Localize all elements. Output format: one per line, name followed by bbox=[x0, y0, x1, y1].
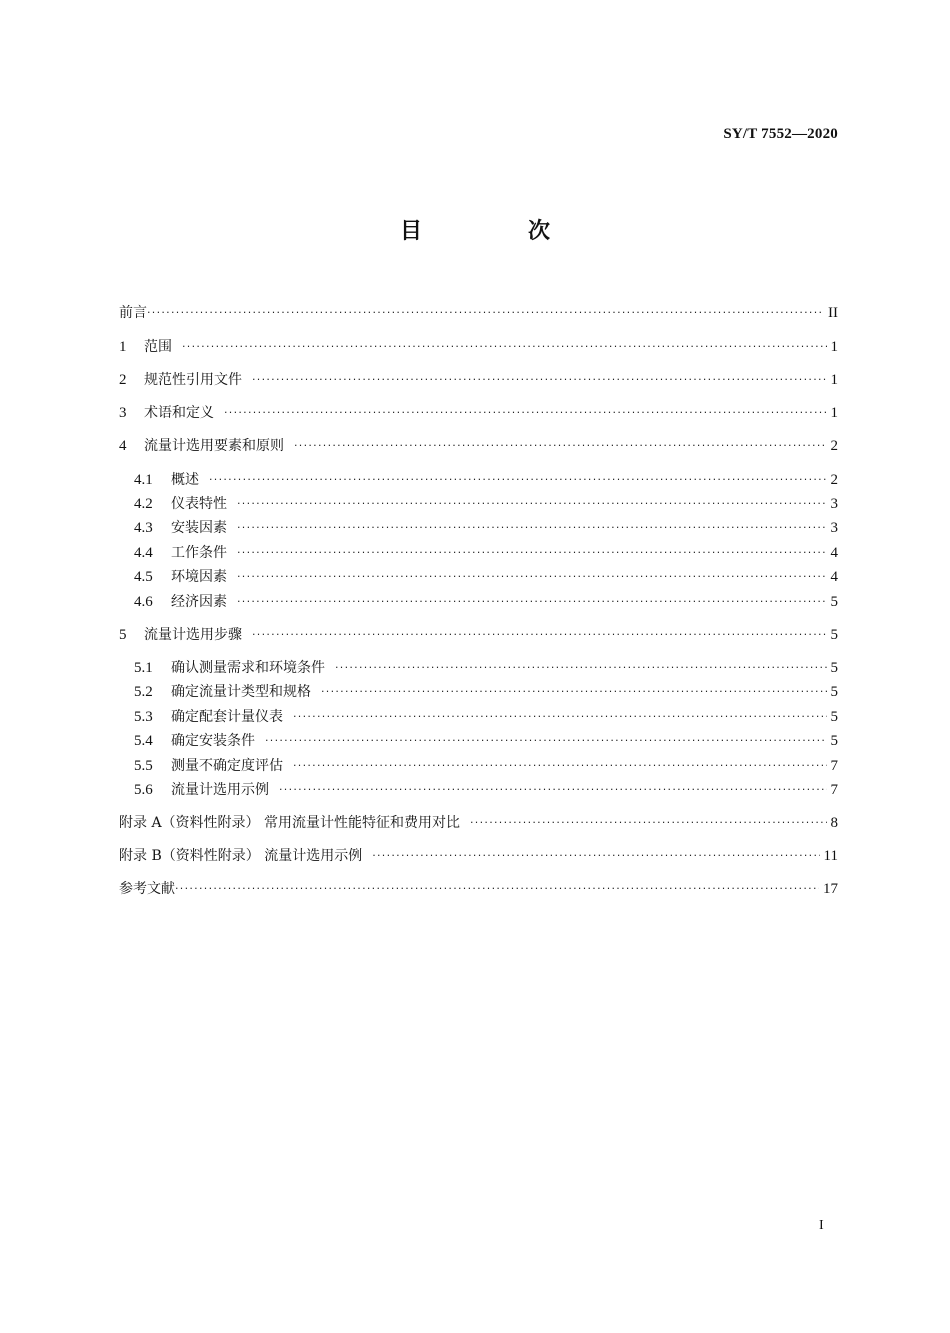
toc-entry-label: 流量计选用步骤 bbox=[144, 627, 242, 643]
toc-entry-label: 附录 A（资料性附录） 常用流量计性能特征和费用对比 bbox=[119, 815, 461, 831]
toc-entry-appendix-a[interactable] bbox=[119, 812, 838, 834]
toc-entry-page: 2 bbox=[830, 472, 838, 488]
toc-entry-number: 4.2 bbox=[134, 496, 153, 512]
toc-entry-label: 参考文献 bbox=[119, 881, 175, 897]
leader-dots bbox=[252, 369, 827, 391]
toc-entry-number: 4.3 bbox=[134, 520, 153, 536]
toc-entry-label: 确定流量计类型和规格 bbox=[171, 684, 311, 700]
leader-dots bbox=[335, 657, 827, 679]
toc-entry-number: 5.1 bbox=[134, 660, 153, 676]
toc-entry-number: 5.3 bbox=[134, 709, 153, 725]
toc-entry-number: 4.1 bbox=[134, 472, 153, 488]
standard-code: SY/T 7552—2020 bbox=[723, 126, 838, 142]
leader-dots bbox=[321, 681, 827, 703]
toc-entry-label: 仪表特性 bbox=[171, 496, 227, 512]
toc-entry-page: 5 bbox=[830, 594, 838, 610]
toc-entry-label: 附录 B（资料性附录） 流量计选用示例 bbox=[119, 848, 363, 864]
toc-entry-page: 1 bbox=[830, 339, 838, 355]
toc-entry-1[interactable] bbox=[119, 336, 838, 358]
toc-entry-page: 4 bbox=[830, 545, 838, 561]
leader-dots bbox=[265, 730, 827, 752]
toc-entry-page: 11 bbox=[823, 848, 838, 864]
leader-dots bbox=[237, 591, 827, 613]
toc-entry-5[interactable] bbox=[119, 624, 838, 646]
toc-entry-number: 5.4 bbox=[134, 733, 153, 749]
leader-dots bbox=[237, 493, 827, 515]
page-title: 目 次 bbox=[399, 219, 592, 244]
toc-entry-3[interactable] bbox=[119, 402, 838, 424]
toc-entry-foreword[interactable] bbox=[119, 302, 838, 324]
toc-entry-number: 5.5 bbox=[134, 758, 153, 774]
toc-entry-5-6[interactable] bbox=[134, 779, 838, 801]
leader-dots bbox=[182, 336, 827, 358]
toc-entry-number: 1 bbox=[119, 339, 127, 355]
toc-entry-page: II bbox=[828, 305, 838, 321]
page-number: I bbox=[819, 1218, 824, 1233]
toc-entry-page: 5 bbox=[830, 733, 838, 749]
toc-entry-references[interactable] bbox=[119, 878, 838, 900]
toc-entry-page: 1 bbox=[830, 405, 838, 421]
toc-entry-page: 5 bbox=[830, 684, 838, 700]
toc-entry-page: 17 bbox=[823, 881, 838, 897]
toc-entry-label: 经济因素 bbox=[171, 594, 227, 610]
leader-dots bbox=[237, 517, 827, 539]
leader-dots bbox=[209, 469, 827, 491]
toc-entry-5-1[interactable] bbox=[134, 657, 838, 679]
toc-entry-5-4[interactable] bbox=[134, 730, 838, 752]
toc-entry-page: 7 bbox=[830, 782, 838, 798]
toc-entry-4[interactable] bbox=[119, 435, 838, 457]
toc-entry-page: 5 bbox=[830, 660, 838, 676]
toc-entry-page: 1 bbox=[830, 372, 838, 388]
leader-dots bbox=[175, 878, 819, 900]
toc-entry-2[interactable] bbox=[119, 369, 838, 391]
toc-entry-page: 7 bbox=[830, 758, 838, 774]
leader-dots bbox=[237, 566, 827, 588]
toc-entry-number: 5.2 bbox=[134, 684, 153, 700]
toc-entry-4-6[interactable] bbox=[134, 591, 838, 613]
toc-entry-number: 4.6 bbox=[134, 594, 153, 610]
toc-entry-label: 环境因素 bbox=[171, 569, 227, 585]
toc-entry-number: 5 bbox=[119, 627, 127, 643]
leader-dots bbox=[279, 779, 827, 801]
toc-entry-number: 5.6 bbox=[134, 782, 153, 798]
toc-entry-label: 测量不确定度评估 bbox=[171, 758, 283, 774]
toc-entry-4-4[interactable] bbox=[134, 542, 838, 564]
toc-entry-5-2[interactable] bbox=[134, 681, 838, 703]
toc-entry-appendix-b[interactable] bbox=[119, 845, 838, 867]
toc-entry-page: 8 bbox=[830, 815, 838, 831]
leader-dots bbox=[372, 845, 819, 867]
leader-dots bbox=[293, 706, 827, 728]
toc-entry-label: 安装因素 bbox=[171, 520, 227, 536]
toc-entry-label: 前言 bbox=[119, 305, 147, 321]
toc-entry-label: 范围 bbox=[144, 339, 172, 355]
toc-entry-page: 5 bbox=[830, 709, 838, 725]
toc-entry-4-3[interactable] bbox=[134, 517, 838, 539]
toc-entry-label: 流量计选用示例 bbox=[171, 782, 269, 798]
leader-dots bbox=[470, 812, 826, 834]
toc-entry-number: 4.5 bbox=[134, 569, 153, 585]
toc-entry-number: 4 bbox=[119, 438, 127, 454]
toc-entry-label: 概述 bbox=[171, 472, 199, 488]
leader-dots bbox=[294, 435, 827, 457]
leader-dots bbox=[224, 402, 827, 424]
toc-entry-label: 术语和定义 bbox=[144, 405, 214, 421]
toc-entry-label: 流量计选用要素和原则 bbox=[144, 438, 284, 454]
toc-entry-5-3[interactable] bbox=[134, 706, 838, 728]
toc-entry-label: 确定安装条件 bbox=[171, 733, 255, 749]
toc-entry-number: 2 bbox=[119, 372, 127, 388]
toc-entry-number: 4.4 bbox=[134, 545, 153, 561]
toc-entry-5-5[interactable] bbox=[134, 755, 838, 777]
leader-dots bbox=[293, 755, 827, 777]
toc-entry-page: 5 bbox=[830, 627, 838, 643]
toc-entry-label: 确定配套计量仪表 bbox=[171, 709, 283, 725]
leader-dots bbox=[252, 624, 827, 646]
toc-entry-page: 3 bbox=[830, 496, 838, 512]
toc-entry-label: 确认测量需求和环境条件 bbox=[171, 660, 325, 676]
leader-dots bbox=[237, 542, 827, 564]
toc-entry-label: 规范性引用文件 bbox=[144, 372, 242, 388]
toc-entry-4-5[interactable] bbox=[134, 566, 838, 588]
leader-dots bbox=[147, 302, 824, 324]
toc-entry-4-2[interactable] bbox=[134, 493, 838, 515]
toc-entry-4-1[interactable] bbox=[134, 469, 838, 491]
toc-entry-page: 4 bbox=[830, 569, 838, 585]
toc-entry-label: 工作条件 bbox=[171, 545, 227, 561]
toc-entry-page: 3 bbox=[830, 520, 838, 536]
toc-entry-number: 3 bbox=[119, 405, 127, 421]
toc-entry-page: 2 bbox=[830, 438, 838, 454]
